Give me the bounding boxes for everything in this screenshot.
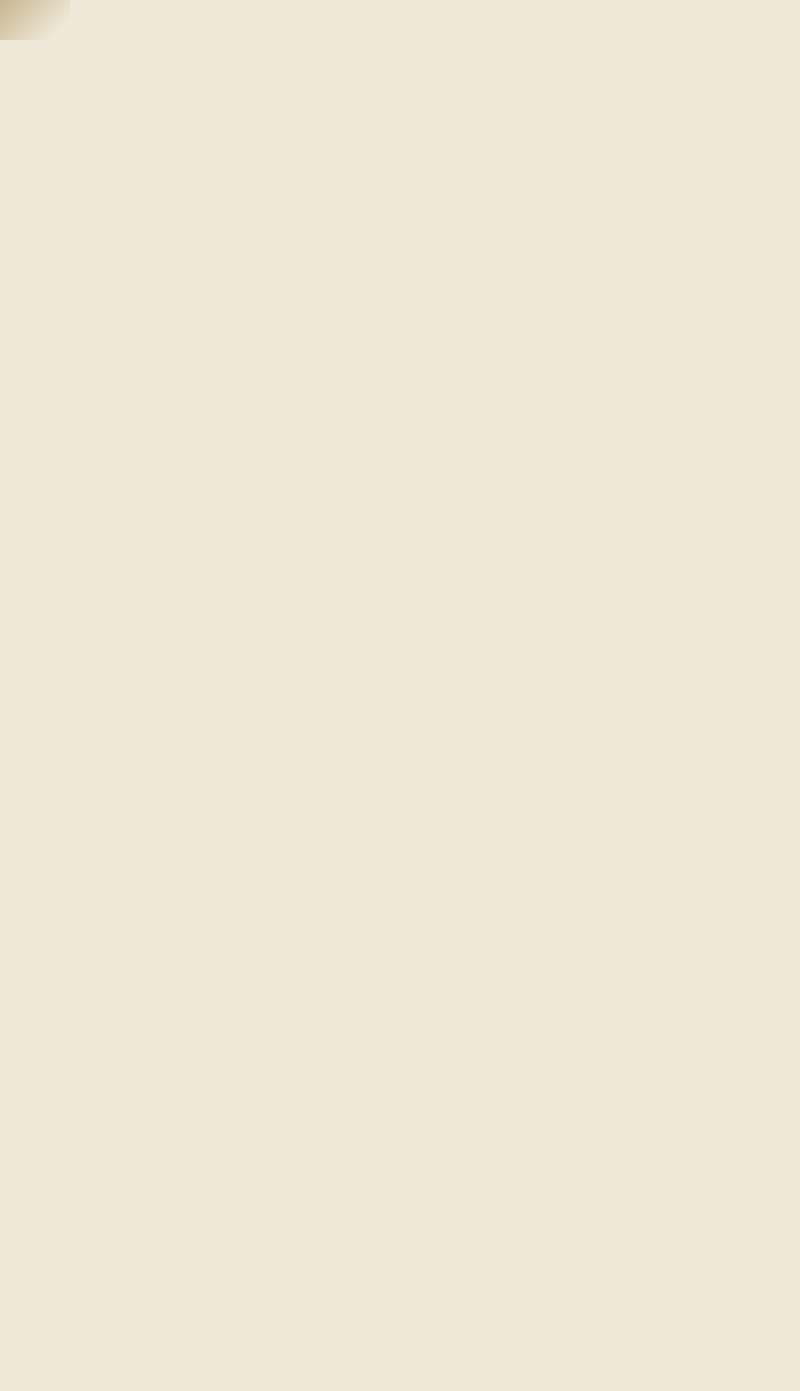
page-stain <box>0 0 70 40</box>
running-header <box>232 12 687 48</box>
